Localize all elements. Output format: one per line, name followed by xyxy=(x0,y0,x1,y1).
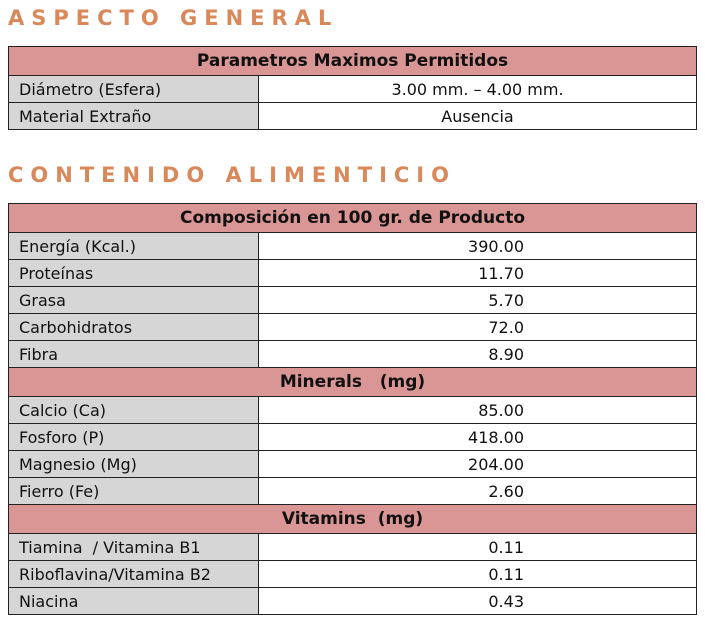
row-label: Fosforo (P) xyxy=(9,424,259,451)
table-row xyxy=(9,478,697,505)
row-label: Fibra xyxy=(9,341,259,368)
row-value: 204.00 xyxy=(259,451,697,478)
row-value: 418.00 xyxy=(259,424,697,451)
row-value: 3.00 mm. – 4.00 mm. xyxy=(259,76,697,103)
table-header-row xyxy=(9,204,697,233)
table-row xyxy=(9,103,697,130)
table-row xyxy=(9,287,697,314)
table-row xyxy=(9,424,697,451)
table-row xyxy=(9,341,697,368)
row-value: 0.43 xyxy=(259,588,697,615)
minerals-header-row xyxy=(9,368,697,397)
vitamins-header: Vitamins (mg) xyxy=(9,505,697,534)
row-label: Tiamina / Vitamina B1 xyxy=(9,534,259,561)
row-value: 5.70 xyxy=(259,287,697,314)
row-value: Ausencia xyxy=(259,103,697,130)
row-label: Material Extraño xyxy=(9,103,259,130)
table-header: Composición en 100 gr. de Producto xyxy=(9,204,697,233)
row-label: Diámetro (Esfera) xyxy=(9,76,259,103)
table-row xyxy=(9,314,697,341)
row-value: 8.90 xyxy=(259,341,697,368)
section-title-aspecto-general: ASPECTO GENERAL xyxy=(8,6,339,30)
table-row xyxy=(9,397,697,424)
table-row xyxy=(9,561,697,588)
vitamins-header-row xyxy=(9,505,697,534)
row-value: 0.11 xyxy=(259,561,697,588)
row-value: 390.00 xyxy=(259,233,697,260)
table-header: Parametros Maximos Permitidos xyxy=(9,47,697,76)
parametros-table xyxy=(8,46,697,130)
row-value: 11.70 xyxy=(259,260,697,287)
table-row xyxy=(9,534,697,561)
row-label: Fierro (Fe) xyxy=(9,478,259,505)
row-value: 2.60 xyxy=(259,478,697,505)
row-label: Riboflavina/Vitamina B2 xyxy=(9,561,259,588)
table-header-row xyxy=(9,47,697,76)
table-row xyxy=(9,588,697,615)
row-label: Magnesio (Mg) xyxy=(9,451,259,478)
table-row xyxy=(9,260,697,287)
section-title-contenido-alimenticio: CONTENIDO ALIMENTICIO xyxy=(8,163,456,187)
row-label: Calcio (Ca) xyxy=(9,397,259,424)
row-label: Grasa xyxy=(9,287,259,314)
row-label: Proteínas xyxy=(9,260,259,287)
table-row xyxy=(9,233,697,260)
composicion-table xyxy=(8,203,697,615)
row-value: 0.11 xyxy=(259,534,697,561)
minerals-header: Minerals (mg) xyxy=(9,368,697,397)
row-label: Niacina xyxy=(9,588,259,615)
row-value: 72.0 xyxy=(259,314,697,341)
row-label: Energía (Kcal.) xyxy=(9,233,259,260)
table-row xyxy=(9,76,697,103)
row-value: 85.00 xyxy=(259,397,697,424)
table-row xyxy=(9,451,697,478)
row-label: Carbohidratos xyxy=(9,314,259,341)
